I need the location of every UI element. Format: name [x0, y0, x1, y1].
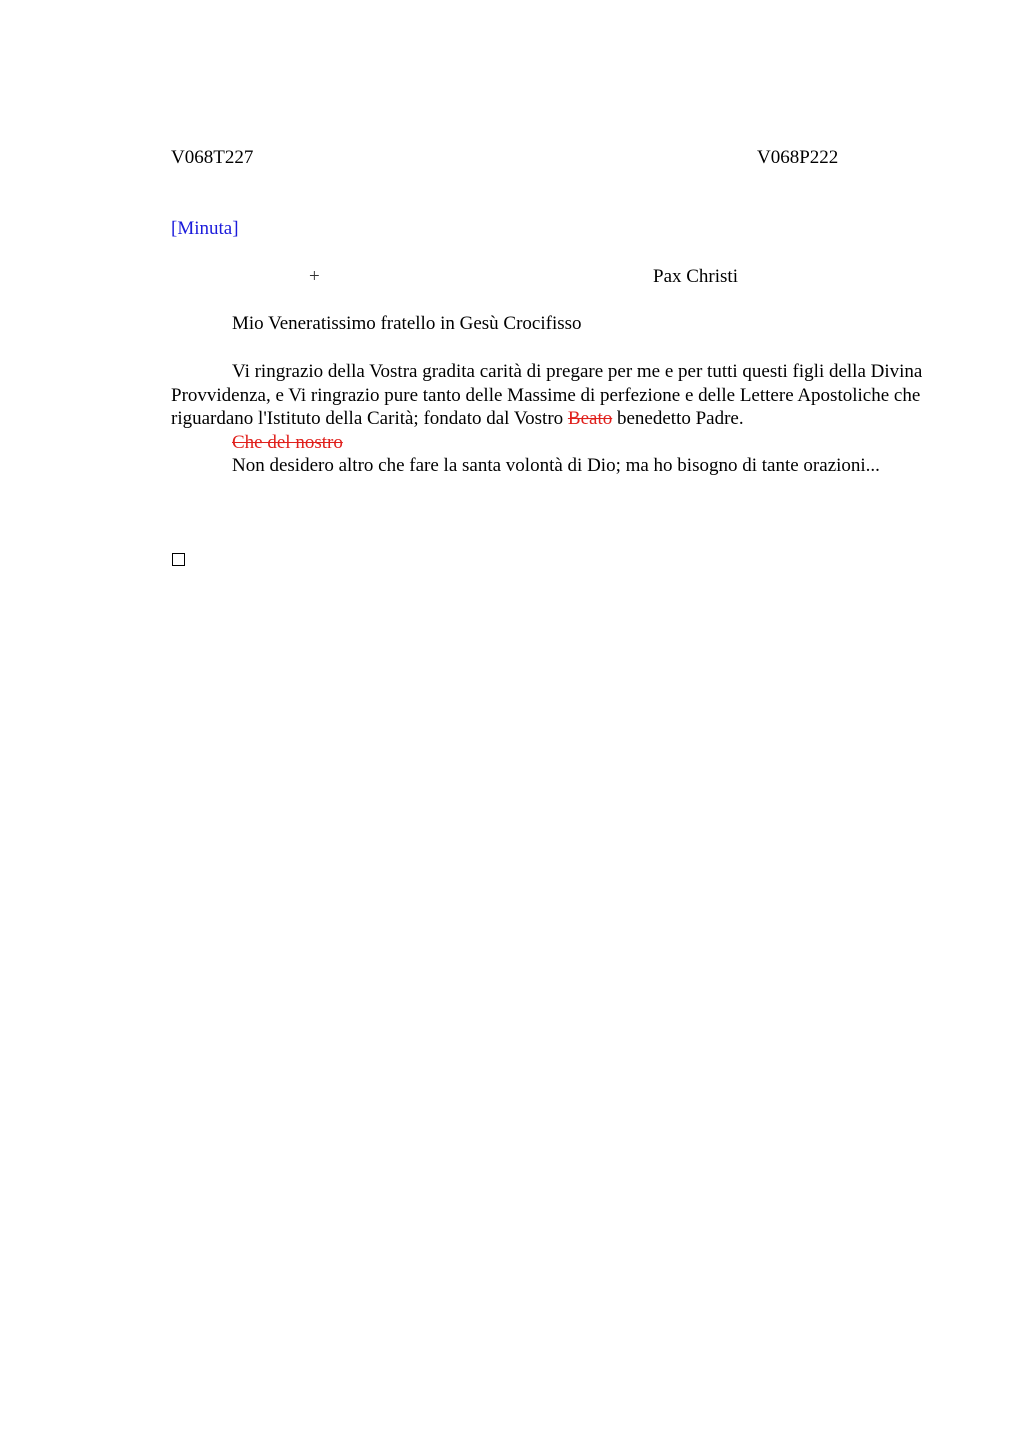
paragraph-2: Non desidero altro che fare la santa volontà di Dio; ma ho bisogno di tante orazioni... [232, 455, 880, 477]
document-code-left: V068T227 [171, 147, 254, 168]
salutation: Mio Veneratissimo fratello in Gesù Crocifisso [232, 313, 582, 334]
struck-line-text: Che del nostro [232, 431, 343, 453]
pax-christi-heading: Pax Christi [653, 266, 738, 287]
document-code-right: V068P222 [757, 147, 839, 168]
struck-line [171, 431, 931, 455]
struck-word: Beato [567, 408, 613, 430]
paragraph-1-text-before: Vi ringrazio della Vostra gradita carità di pregare per me e per tutti questi figli della Divina Provvidenza, e Vi ringrazio pure tanto delle Massime di perfezione e delle Lettere Apostoliche che riguardano l'Istituto della Carità; fondato dal Vostro [171, 361, 923, 430]
minuta-label: [Minuta] [171, 218, 239, 239]
paragraph-1-text-after: benedetto Padre. [612, 408, 744, 430]
letter-body [171, 360, 931, 478]
cross-symbol: + [309, 266, 320, 287]
paragraph-1 [171, 360, 931, 431]
end-square-icon [172, 553, 185, 566]
